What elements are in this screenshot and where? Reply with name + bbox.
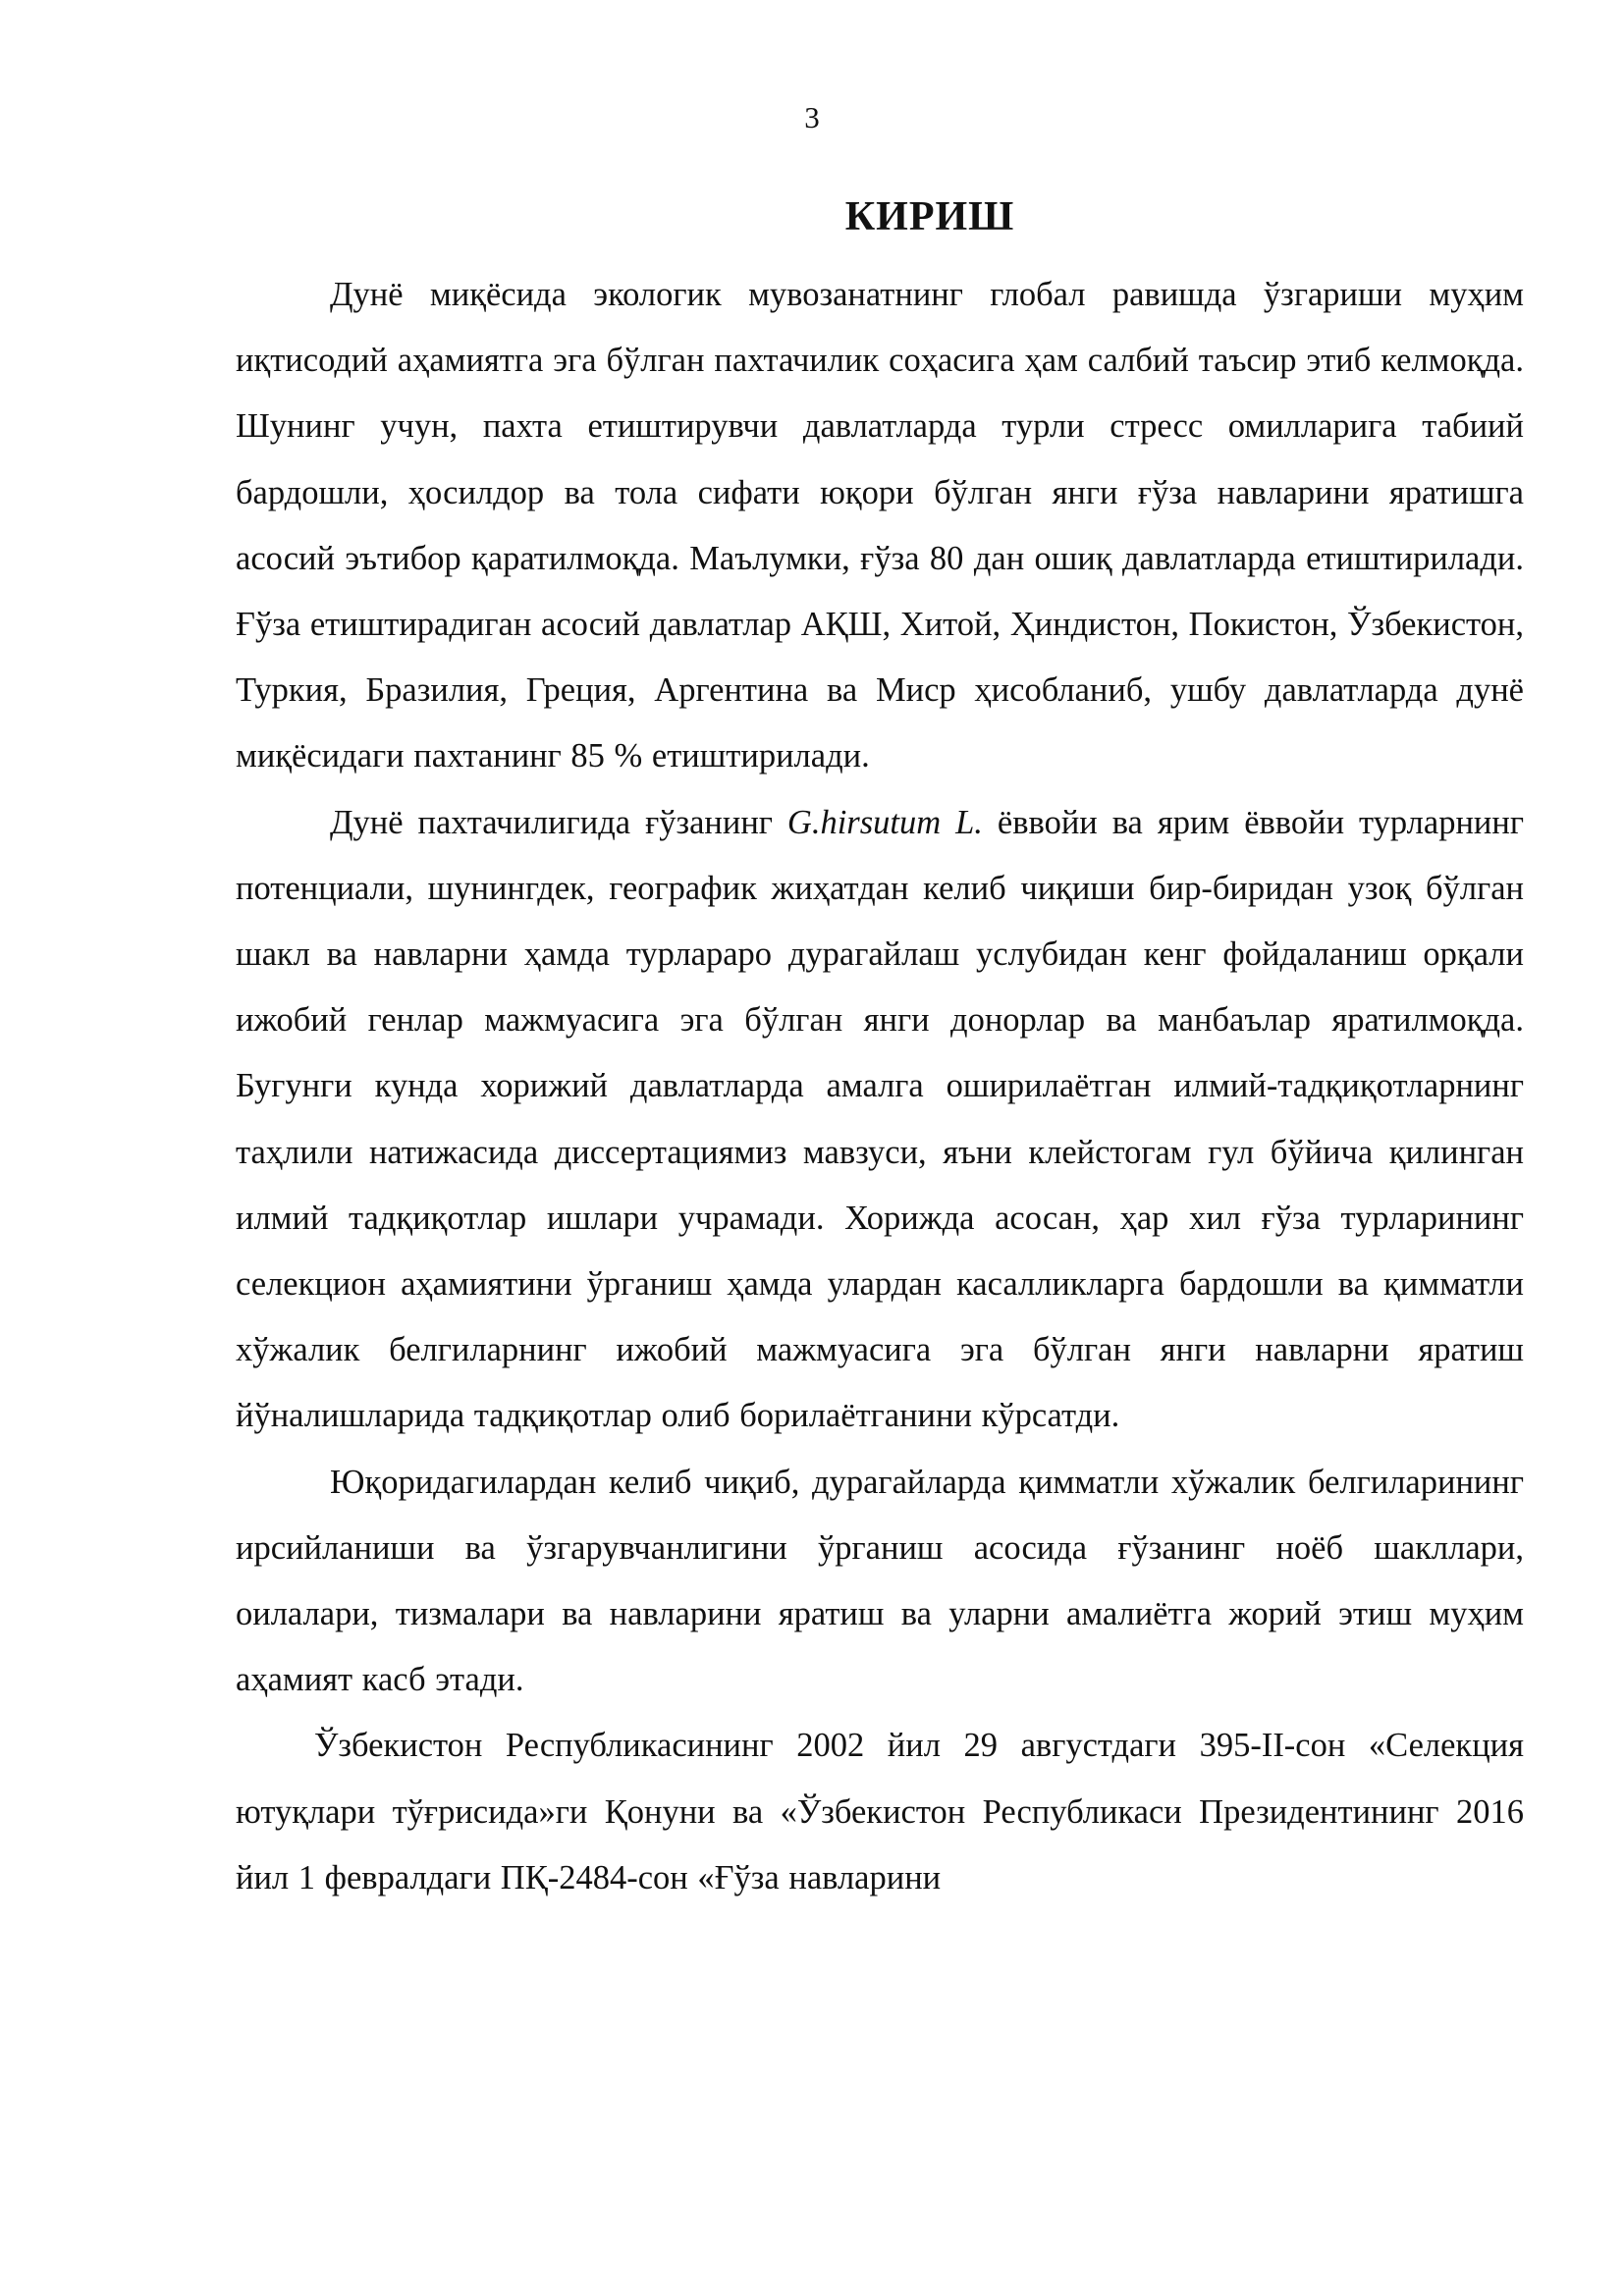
paragraph-text: ёввойи ва ярим ёввойи турларнинг потенциали, шунингдек, географик жиҳатдан келиб чиқиши бир-биридан узоқ бўлган шакл ва навларни ҳамда турлараро дурагайлаш услубидан кенг фойдаланиш орқали ижобий генлар мажмуасига эга бўлган янги донорлар ва манбаълар яратилмоқда. Бугунги кунда хорижий давлатларда амалга оширилаётган илмий-тадқиқотларнинг таҳлили натижасида диссертациямиз мавзуси, яъни клейстогам гул бўйича қилинган илмий тадқиқотлар ишлари учрамади. Хорижда асосан, ҳар хил ғўза турларининг селекцион аҳамиятини ўрганиш ҳамда улардан касалликларга бардошли ва қимматли хўжалик белгиларнинг ижобий мажмуасига эга бўлган янги навларни яратиш йўналишларида тадқиқотлар олиб борилаётганини кўрсатди. — [236, 803, 1524, 1435]
paragraph-cotton-breeding — [236, 790, 1524, 1450]
paragraph-text: Дунё пахтачилигида ғўзанинг — [330, 803, 787, 841]
paragraph-intro: Дунё миқёсида экологик мувозанатнинг глобал равишда ўзгариши муҳим иқтисодий аҳамиятга эга бўлган пахтачилик соҳасига ҳам салбий таъсир этиб келмоқда. Шунинг учун, пахта етиштирувчи давлатларда турли стресс омилларига табиий бардошли, ҳосилдор ва тола сифати юқори бўлган янги ғўза навларини яратишга асосий эътибор қаратилмоқда. Маълумки, ғўза 80 дан ошиқ давлатларда етиштирилади. Ғўза етиштирадиган асосий давлатлар АҚШ, Хитой, Ҳиндистон, Покистон, Ўзбекистон, Туркия, Бразилия, Греция, Аргентина ва Миср ҳисобланиб, ушбу давлатларда дунё миқёсидаги пахтанинг 85 % етиштирилади. — [236, 276, 1524, 775]
paragraph-relevance: Юқоридагилардан келиб чиқиб, дурагайларда қимматли хўжалик белгиларининг ирсийланиши ва ўзгарувчанлигини ўрганиш асосида ғўзанинг ноёб шакллари, оилалари, тизмалари ва навларини яратиш ва уларни амалиётга жорий этиш муҳим аҳамият касб этади. — [236, 1463, 1524, 1699]
document-body — [236, 262, 1524, 1911]
species-name: G.hirsutum L. — [786, 803, 983, 841]
page-number: 3 — [804, 100, 820, 134]
paragraph-legal-basis: Ўзбекистон Республикасининг 2002 йил 29 августдаги 395-II-сон «Селекция ютуқлари тўғрисида»ги Қонуни ва «Ўзбекистон Республикаси Президентининг 2016 йил 1 февралдаги ПҚ-2484-сон «Ғўза навларини — [236, 1727, 1524, 1896]
page-heading: КИРИШ — [844, 194, 1015, 240]
